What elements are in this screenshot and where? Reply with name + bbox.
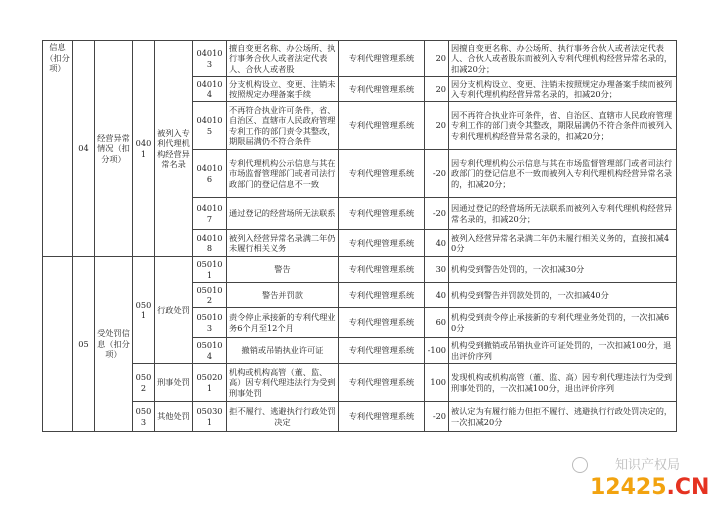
item-source: 专利代理管理系统: [339, 198, 425, 230]
item-source: 专利代理管理系统: [339, 77, 425, 102]
item-rule: 因分支机构设立、变更、注销未按照规定办理备案手续而被列入专利代理机构经营异常名录的，扣减20分；: [449, 77, 677, 102]
item-rule: 被认定为有履行能力但拒不履行、逃避执行行政处罚决定的，一次扣减20分: [449, 402, 677, 432]
section-no: 05: [73, 257, 95, 432]
item-desc: 分支机构设立、变更、注销未按照规定办理备案手续: [227, 77, 339, 102]
table-row: [43, 257, 677, 283]
item-desc: 被列入经营异常名录满二年仍未履行相关义务: [227, 230, 339, 257]
watermark-text: 知识产权局: [614, 458, 680, 473]
item-desc: 警告并罚款: [227, 283, 339, 308]
item-code: 050103: [193, 308, 227, 338]
item-code: 050201: [193, 364, 227, 402]
item-code: 040105: [193, 102, 227, 150]
item-desc: 责令停止承接新的专利代理业务6个月至12个月: [227, 308, 339, 338]
item-rule: 发现机构或机构高管（董、监、高）因专利代理违法行为受到刑事处罚的，一次扣减100分，退出评价序列: [449, 364, 677, 402]
item-rule: 因通过登记的经营场所无法联系而被列入专利代理机构经营异常名录的，扣减20分；: [449, 198, 677, 230]
site-logo: [590, 475, 710, 505]
item-rule: 机构受到撤销或吊销执业许可证处罚的，一次扣减100分，退出评价序列: [449, 338, 677, 364]
item-desc: 撤销或吊销执业许可证: [227, 338, 339, 364]
section-name: 经营异常情况（扣分项）: [95, 41, 133, 257]
item-source: 专利代理管理系统: [339, 308, 425, 338]
item-code: 040108: [193, 230, 227, 257]
item-desc: 警告: [227, 257, 339, 283]
item-score: 20: [425, 102, 449, 150]
table-row: [43, 41, 677, 77]
item-source: 专利代理管理系统: [339, 338, 425, 364]
item-score: 20: [425, 41, 449, 77]
item-desc: 机构或机构高管（董、监、高）因专利代理违法行为受到刑事处罚: [227, 364, 339, 402]
item-score: 60: [425, 308, 449, 338]
item-score: 30: [425, 257, 449, 283]
item-rule: 机构受到责令停止承接新的专利代理业务处罚的，一次扣减60分: [449, 308, 677, 338]
table-row: [43, 402, 677, 432]
item-desc: 擅自变更名称、办公场所、执行事务合伙人或者法定代表人、合伙人或者股: [227, 41, 339, 77]
item-rule: 因不再符合执业许可条件，省、自治区、直辖市人民政府管理专利工作的部门责令其整改，期限届满仍不符合条件而被列入专利代理机构经营异常名录的，扣减20分；: [449, 102, 677, 150]
item-rule: 机构受到警告并罚款处罚的，一次扣减40分: [449, 283, 677, 308]
item-source: 专利代理管理系统: [339, 283, 425, 308]
item-score: 20: [425, 77, 449, 102]
item-code: 050102: [193, 283, 227, 308]
item-code: 040104: [193, 77, 227, 102]
sub-name: 其他处罚: [155, 402, 193, 432]
sub-code: 0501: [133, 257, 155, 364]
item-source: 专利代理管理系统: [339, 230, 425, 257]
item-desc: 专利代理机构公示信息与其在市场监督管理部门或者司法行政部门的登记信息不一致: [227, 150, 339, 198]
prev-section-label: [43, 257, 73, 432]
item-score: 40: [425, 230, 449, 257]
item-score: -20: [425, 402, 449, 432]
section-name: 受处罚信息（扣分项）: [95, 257, 133, 432]
item-source: 专利代理管理系统: [339, 257, 425, 283]
sub-name: 刑事处罚: [155, 364, 193, 402]
item-score: -100: [425, 338, 449, 364]
section-no: 04: [73, 41, 95, 257]
item-code: 050104: [193, 338, 227, 364]
item-code: 050101: [193, 257, 227, 283]
item-code: 050301: [193, 402, 227, 432]
item-source: 专利代理管理系统: [339, 102, 425, 150]
item-code: 040103: [193, 41, 227, 77]
item-score: -20: [425, 150, 449, 198]
item-rule: 被列入经营异常名录满二年仍未履行相关义务的，直接扣减40分: [449, 230, 677, 257]
sub-code: 0502: [133, 364, 155, 402]
scoring-table-sheet: [42, 40, 676, 432]
wechat-icon: [572, 457, 588, 473]
item-source: 专利代理管理系统: [339, 364, 425, 402]
item-score: 40: [425, 283, 449, 308]
sub-code: 0503: [133, 402, 155, 432]
item-code: 040106: [193, 150, 227, 198]
item-desc: 通过登记的经营场所无法联系: [227, 198, 339, 230]
scoring-table: [42, 40, 677, 432]
item-source: 专利代理管理系统: [339, 41, 425, 77]
item-source: 专利代理管理系统: [339, 402, 425, 432]
item-source: 专利代理管理系统: [339, 150, 425, 198]
sub-code: 0401: [133, 41, 155, 257]
item-rule: 机构受到警告处罚的，一次扣减30分: [449, 257, 677, 283]
item-code: 040107: [193, 198, 227, 230]
logo-part-a: 12425: [590, 475, 667, 500]
item-desc: 不再符合执业许可条件，省、自治区、直辖市人民政府管理专利工作的部门责令其整改，期限届满仍不符合条件: [227, 102, 339, 150]
item-rule: 因擅自变更名称、办公场所、执行事务合伙人或者法定代表人、合伙人或者股东而被列入专利代理机构经营异常名录的，扣减20分；: [449, 41, 677, 77]
sub-name: 行政处罚: [155, 257, 193, 364]
table-row: [43, 364, 677, 402]
item-score: -20: [425, 198, 449, 230]
logo-part-b: .CN: [666, 475, 710, 500]
item-rule: 因专利代理机构公示信息与其在市场监督管理部门或者司法行政部门的登记信息不一致而被列入专利代理机构经营异常名录的，扣减20分；: [449, 150, 677, 198]
sub-name: 被列入专利代理机构经营异常名录: [155, 41, 193, 257]
prev-section-label: 信息（扣分项）: [43, 41, 73, 257]
item-desc: 拒不履行、逃避执行行政处罚决定: [227, 402, 339, 432]
item-score: 100: [425, 364, 449, 402]
